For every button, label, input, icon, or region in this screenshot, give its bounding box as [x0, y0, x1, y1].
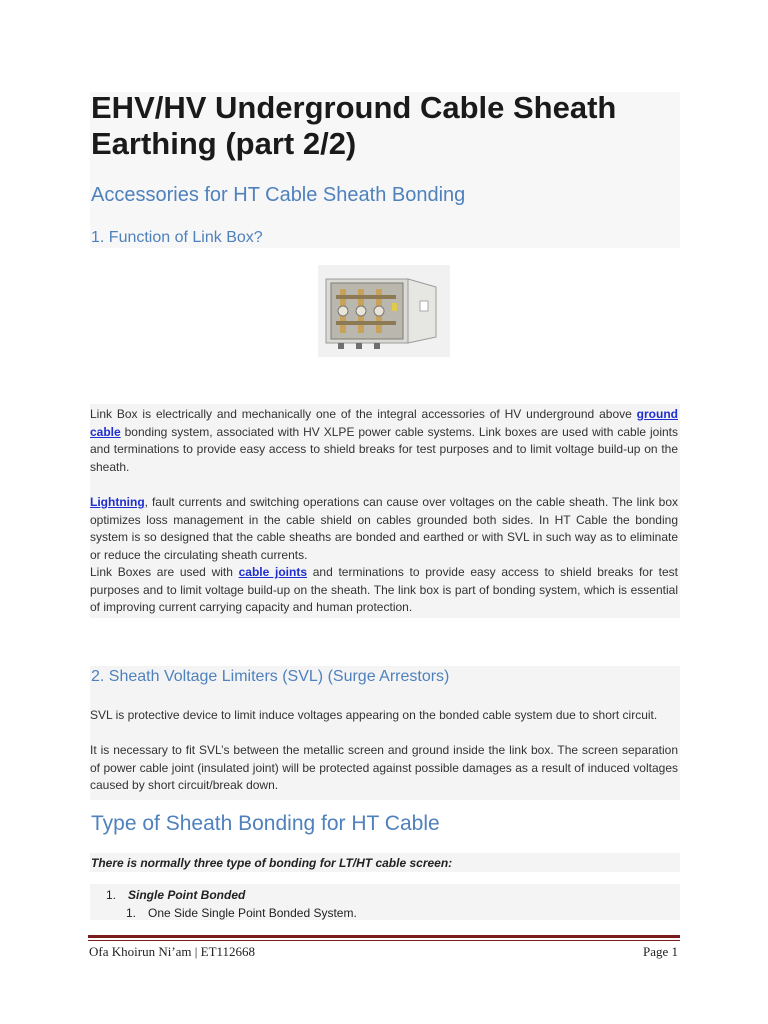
link-box-photo — [318, 265, 450, 357]
list-number: 1. — [126, 906, 137, 920]
cable-joints-link[interactable]: cable joints — [238, 565, 308, 579]
footer-rule-thin — [88, 940, 680, 941]
section-heading-bonding-types: Type of Sheath Bonding for HT Cable — [91, 812, 440, 835]
paragraph-svl-definition: SVL is protective device to limit induce voltages appearing on the bonded cable system due to short circuit. — [90, 708, 658, 722]
link-box-illustration — [318, 265, 450, 357]
paragraph-lightning — [90, 494, 678, 564]
section-heading-link-box: 1. Function of Link Box? — [91, 229, 263, 246]
lightning-link[interactable]: Lightning — [90, 495, 145, 509]
footer-rule-thick — [88, 935, 680, 938]
paragraph-text: bonding system, associated with HV XLPE power cable systems. Link boxes are used with cable joints and terminations to provide easy access to shield breaks for test purposes and to limit voltage build-up on the sheath. — [90, 424, 678, 474]
ground-cable-link[interactable]: ground cable — [90, 407, 678, 439]
list-item-one-side-single-point: One Side Single Point Bonded System. — [148, 906, 357, 920]
footer-page-number: Page 1 — [642, 944, 678, 959]
paragraph-text: and terminations to provide easy access to shield breaks for test purposes and to limit voltage build-up on the sheath. The link box is part of bonding system, which is essential of improving current carrying capacity and human protection. — [90, 565, 678, 614]
paragraph-text: Link Boxes are used with — [90, 565, 239, 579]
paragraph-link-box-usage — [90, 564, 678, 617]
section-heading-svl: 2. Sheath Voltage Limiters (SVL) (Surge Arrestors) — [91, 668, 450, 685]
subtitle-heading: Accessories for HT Cable Sheath Bonding — [91, 184, 466, 206]
bonding-types-note: There is normally three type of bonding for LT/HT cable screen: — [91, 856, 453, 870]
paragraph-link-box-intro — [90, 406, 678, 476]
paragraph-text: , fault currents and switching operations can cause over voltages on the cable sheath. The link box optimizes loss management in the cable shield on cables grounded both sides. In HT Cable the bonding system is so designed that the cable sheaths are bonded and earthed or with SVL in such way as to eliminate or reduce the circulating sheath currents. — [90, 495, 678, 562]
footer-author: Ofa Khoirun Ni’am | ET112668 — [89, 944, 256, 959]
document-title: EHV/HV Underground Cable Sheath Earthing (part 2/2) — [91, 90, 617, 161]
paragraph-text: Link Box is electrically and mechanically one of the integral accessories of HV underground above — [90, 407, 637, 421]
list-number: 1. — [106, 888, 117, 902]
list-item-single-point-bonded: Single Point Bonded — [128, 888, 246, 902]
paragraph-svl-fitting: It is necessary to fit SVL’s between the metallic screen and ground inside the link box. The screen separation of power cable joint (insulated joint) will be protected against possible damages as a result of induced voltages caused by short circuit/break down. — [90, 743, 678, 792]
